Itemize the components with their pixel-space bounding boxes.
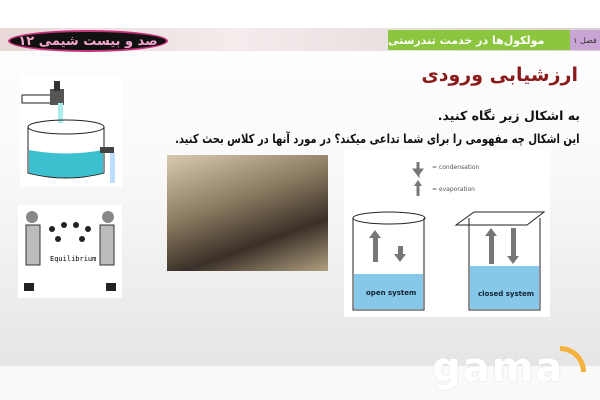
- open-closed-system-diagram: [344, 150, 550, 317]
- legend-condensation: = condensation: [432, 164, 480, 171]
- equilibrium-image: [18, 205, 122, 298]
- chapter-title: مولکول‌ها در خدمت تندرستی: [388, 30, 570, 50]
- instruction-line-2: این اشکال چه مفهومی را برای شما تداعی میکند؟ در مورد آنها در کلاس بحث کنید.: [175, 131, 580, 146]
- instruction-line-1: به اشکال زیر نگاه کنید.: [437, 108, 580, 123]
- open-system-label: open system: [366, 289, 417, 297]
- top-band: [0, 0, 600, 28]
- gama-logo: gama: [432, 345, 565, 391]
- logo-arc-icon: [560, 346, 586, 372]
- escalator-photo: [167, 155, 328, 271]
- closed-system-label: closed system: [478, 290, 535, 298]
- book-title-badge: [8, 30, 168, 52]
- equilibrium-label: Equilibrium: [50, 255, 97, 263]
- book-title: صد و بیست شیمی ۱۲: [18, 33, 158, 49]
- slide-title: ارزشیابی ورودی: [421, 64, 578, 86]
- legend-evaporation: = evaporation: [432, 186, 475, 193]
- faucet-tank-image: [20, 75, 122, 187]
- chapter-label: فصل ۱: [570, 30, 600, 50]
